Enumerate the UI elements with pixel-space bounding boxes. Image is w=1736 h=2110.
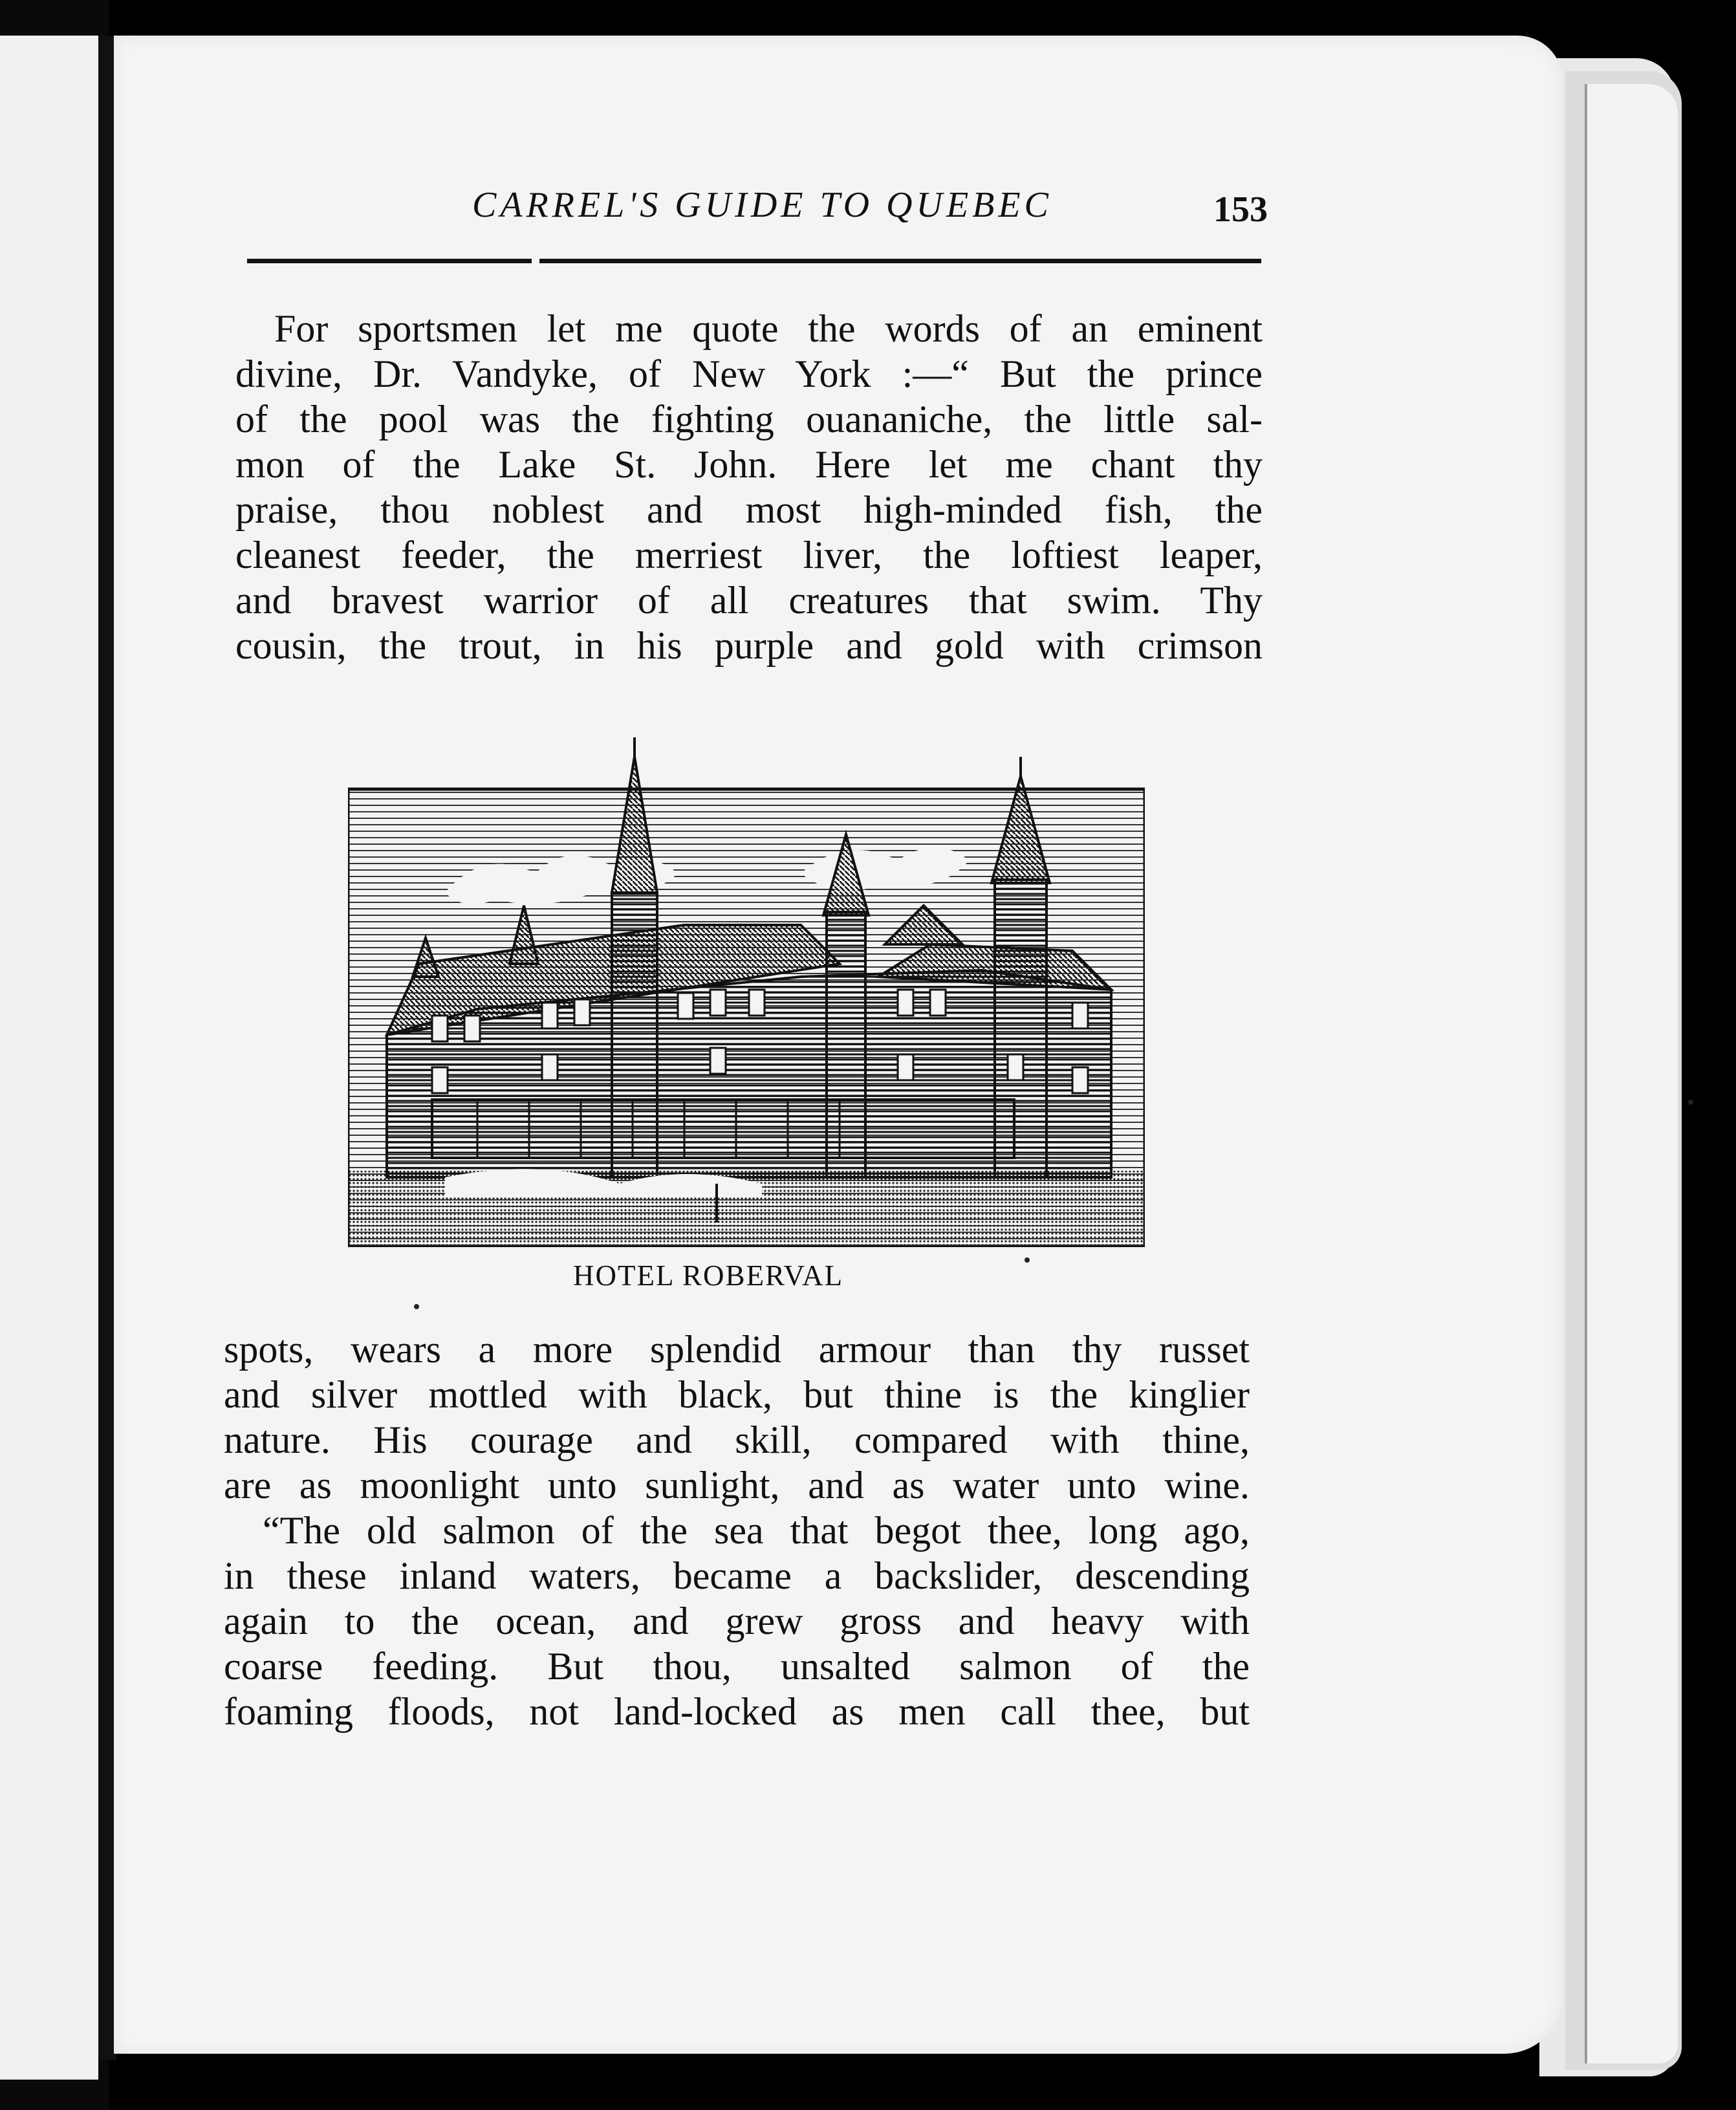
text-line: of the pool was the fighting ouananiche, the little sal-: [235, 398, 1263, 440]
page-number: 153: [1213, 190, 1268, 230]
text-line: foaming floods, not land-locked as men call thee, but: [224, 1690, 1250, 1733]
text-line: nature. His courage and skill, compared with thine,: [224, 1419, 1250, 1461]
text-line: are as moonlight unto sunlight, and as water unto wine.: [224, 1464, 1250, 1506]
figure-caption: HOTEL ROBERVAL: [573, 1259, 844, 1292]
text-line: praise, thou noblest and most high-minded fish, the: [235, 488, 1263, 531]
text-line: coarse feeding. But thou, unsalted salmon of the: [224, 1645, 1250, 1688]
hotel-engraving: [348, 731, 1145, 1247]
ink-speck: [1688, 1100, 1693, 1105]
text-line: and silver mottled with black, but thine is the kinglier: [224, 1373, 1250, 1416]
facing-page-edge: [0, 36, 98, 2080]
ink-speck: [1025, 1257, 1030, 1263]
text-line: For sportsmen let me quote the words of an eminent: [274, 307, 1263, 350]
text-line: in these inland waters, became a backslider, descending: [224, 1554, 1250, 1597]
header-rule: [247, 259, 1261, 263]
text-line: spots, wears a more splendid armour than thy russet: [224, 1328, 1250, 1371]
text-line: cousin, the trout, in his purple and gold with crimson: [235, 624, 1263, 667]
text-line: divine, Dr. Vandyke, of New York :—“ But the prince: [235, 353, 1263, 395]
header-rule-gap: [532, 257, 539, 265]
ink-speck: [414, 1304, 419, 1309]
running-title: CARREL'S GUIDE TO QUEBEC: [472, 185, 1052, 225]
page-edges: [1585, 84, 1678, 2063]
text-line: and bravest warrior of all creatures that swim. Thy: [235, 579, 1263, 622]
text-line: again to the ocean, and grew gross and heavy with: [224, 1600, 1250, 1642]
text-line: cleanest feeder, the merriest liver, the loftiest leaper,: [235, 534, 1263, 576]
paragraph-2: [224, 1327, 1250, 1734]
text-line: “The old salmon of the sea that begot thee, long ago,: [263, 1509, 1250, 1552]
paragraph-1: [235, 306, 1263, 668]
text-line: mon of the Lake St. John. Here let me chant thy: [235, 443, 1263, 486]
